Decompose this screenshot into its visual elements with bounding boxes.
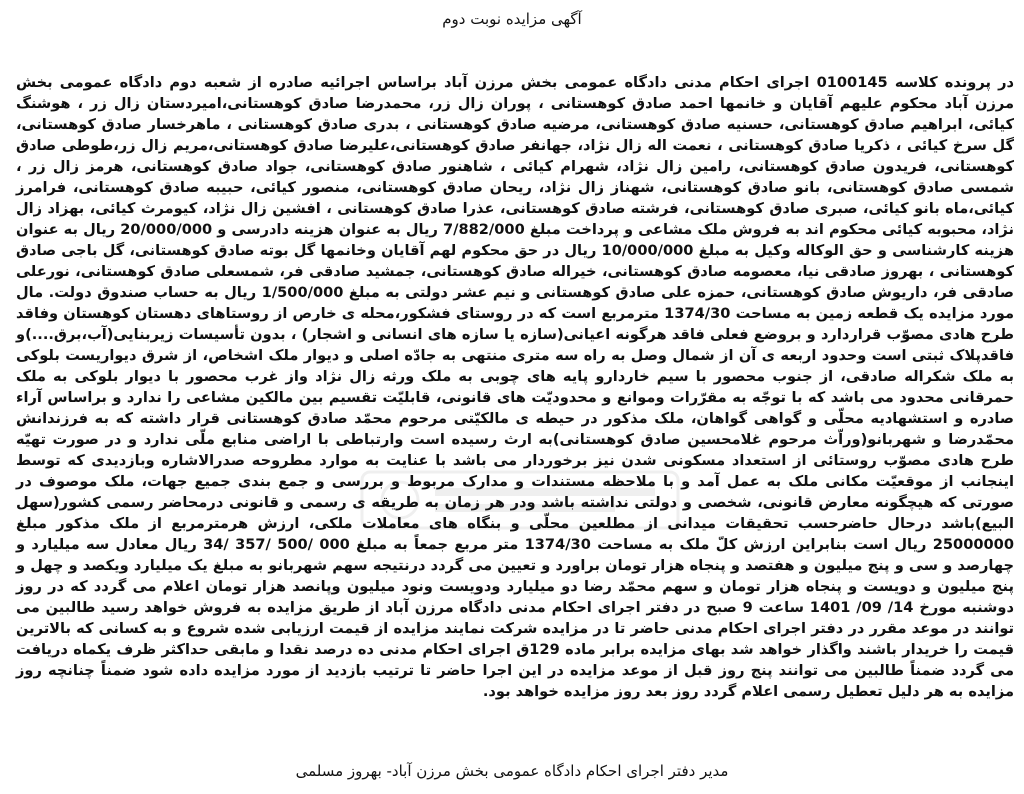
notice-body: در پرونده کلاسه 0100145 اجرای احکام مدنی دادگاه عمومی بخش مرزن آباد براساس اجرائیه صادره از شعبه دوم دادگاه عمومی بخش مرزن آباد محکوم علیهم آقایان و خانمها احمد صادق کوهستانی ، پوران زال زر، محمدرضا صادق کوهستانی،امیردستان زال زر ، هوشنگ کیائی، ابراهیم صادق کوهستانی، حسنیه صادق کوهستانی، مرضیه صادق کوهستانی ، بدری صادق کوهستانی ، ماهرخسار صادق کوهستانی، گل سرخ کیائی ، ذکریا صادق کوهستانی ، نعمت اله زال نژاد، جهانفر صادق کوهستانی،علیرضا صادق کوهستانی،مریم زال زر،طوطی صادق کوهستانی، فریدون صادق کوهستانی، رامین زال نژاد، شهرام کیائی ، شاهنور صادق کوهستانی، جواد صادق کوهستانی، هرمز زال زر ، شمسی صادق کوهستانی، بانو صادق کوهستانی، شهناز زال نژاد، ریحان صادق کوهستانی، منصور کیائی، حبیبه صادق کوهستانی، فرامرز کیائی،ماه بانو کیائی، صبری صادق کوهستانی، فرشته صادق کوهستانی، عذرا صادق کوهستانی ، افشین زال نژاد، کیومرث کیائی، بهزاد زال نژاد، محبوبه کیائی محکوم اند به فروش ملک مشاعی و پرداخت مبلغ 7/882/000 ریال به عنوان هزینه دادرسی و 20/000/000 ریال به عنوان هزینه کارشناسی و حق الوکاله وکیل به مبلغ 10/000/000 ریال در حق محکوم لهم آقایان وخانمها گل بوته صادق کوهستانی، گل باجی صادق کوهستانی ، بهروز صادقی نیا، معصومه صادق کوهستانی، خیراله صادق کوهستانی، جمشید صادقی فر، شمسعلی صادق کوهستانی، نورعلی صادقی فر، داریوش صادق کوهستانی، حمزه علی صادق کوهستانی و نیم عشر دولتی به مبلغ 1/500/000 ریال به حساب صندوق دولت. مال مورد مزایده یک قطعه زمین به مساحت 1374/30 مترمربع است که در روستای فشکور،محله ی خارص از روستاهای دهستان کوهستان وفاقد طرح هادی مصوّب قراردارد و بروضع فعلی فاقد هرگونه اعیانی(سازه یا سازه های انسانی و اشجار) ، بدون تأسیسات زیربنایی(آب،برق....)و فاقدپلاک ثبتی است وحدود اربعه ی آن از شمال وصل به راه سه متری منتهی به جادّه اصلی و دیوار ملک اشخاص، از شرق دیواریست بلوکی به ملک شکراله صادقی، از جنوب محصور با سیم خاردارو پایه های چوبی به ملک ورثه زال نژاد واز غرب محصور با دیوار بلوکی به ملک حمرقانی محدود می باشد که با توجّه به مقرّرات وموانع و محدودیّت های قانونی، قابلیّت تقسیم بین مالکین مشاعی را ندارد و براساس آراء صادره و استشهادیه محلّی و گواهی گواهان، ملک مذکور در حیطه ی مالکیّتی مرحوم محمّد صادق کوهستانی قرار داشته که به فرزندانش محمّدرضا و شهربانو(وراّث مرحوم غلامحسین صادق کوهستانی)به ارث رسیده است وارتباطی با اراضی منابع ملّی ندارد و در صورت تهیّه طرح هادی مصوّب روستائی از استعداد مسکونی شدن نیز برخوردار می باشد با عنایت به موارد مطروحه صدرالاشاره وبازدیدی که توسط اینجانب از موقعیّت مکانی ملک به عمل آمد و با ملاحظه مستندات و مدارک مربوط و بررسی و جمع بندی جمیع جهات، ملک موصوف در صورتی که هیچگونه معارض قانونی، شخصی و دولتی نداشته باشد ودر هر زمان به طریقه ی رسمی و قانونی درمحاضر رسمی کشور(سهل البیع)باشد درحال حاضرحسب تحقیقات میدانی از مطلعین محلّی و بنگاه های معاملات ملکی، ارزش هرمترمربع از ملک مذکور مبلغ 25000000 ریال است بنابراین ارزش کلّ ملک به مساحت 1374/30 متر مربع جمعاً به مبلغ 000 /500 /357 /34 ریال معادل سه میلیارد و چهارصد و سی و پنج میلیون و هفتصد و پنجاه هزار تومان براورد و تعیین می گردد درنتیجه سهم شهربانو به مبلغ یک میلیارد ویکصد و چهل و پنج میلیون و دویست و پنجاه هزار تومان و سهم محمّد رضا دو میلیارد ودویست ونود میلیون وپانصد هزار تومان اعلام می گردد که در روز دوشنبه مورخ 14/ 09/ 1401 ساعت 9 صبح در دفتر اجرای احکام مدنی دادگاه مرزن آباد از طریق مزایده به فروش خواهد رسید طالبین می توانند در موعد مقرر در دفتر اجرای احکام مدنی حاضر تا در مزایده شرکت نمایند مزایده از قیمت ارزیابی شده شروع و به کسانی که بالاترین قیمت را خریدار باشند واگذار خواهد شد بهای مزایده برابر ماده 129ق اجرای احکام مدنی ده درصد نقدا و مابقی حداکثر ظرف یکماه دریافت می گردد ضمناً طالبین می توانند پنج روز قبل از موعد مزایده در این اجرا حاضر تا ترتیب بازدید از مورد مزایده داده شود ضمناً چنانچه روز مزایده به هر دلیل تعطیل رسمی اعلام گردد روز بعد روز مزایده خواهد بود.: [16, 74, 1015, 700]
notice-title: آگهی مزایده نوبت دوم: [442, 10, 582, 28]
notice-signature: مدیر دفتر اجرای احکام دادگاه عمومی بخش مرزن آباد- بهروز مسلمی: [295, 762, 729, 780]
